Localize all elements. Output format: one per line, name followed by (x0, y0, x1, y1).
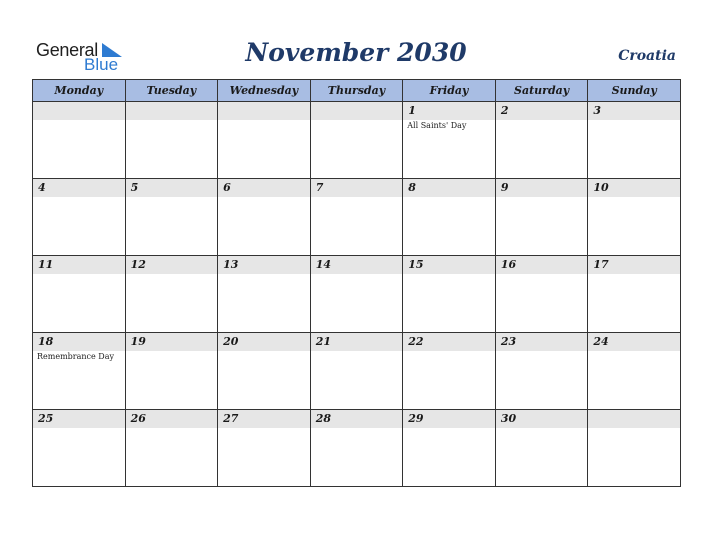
day-number: 1 (403, 102, 495, 120)
day-number: 26 (126, 410, 218, 428)
day-number (218, 102, 310, 120)
day-cell (310, 256, 403, 333)
day-number (33, 102, 125, 120)
day-cell (588, 179, 681, 256)
logo-word-general: General (36, 40, 98, 60)
day-cell (310, 102, 403, 179)
day-number: 18 (33, 333, 125, 351)
day-number (588, 410, 680, 428)
day-number: 7 (311, 179, 403, 197)
week-row (33, 102, 681, 179)
day-cell (588, 256, 681, 333)
day-cell (125, 102, 218, 179)
day-cell (403, 102, 496, 179)
day-cell (588, 410, 681, 487)
day-cell (218, 102, 311, 179)
holiday-label: Remembrance Day (37, 352, 114, 361)
day-cell (310, 410, 403, 487)
day-number: 13 (218, 256, 310, 274)
day-number: 30 (496, 410, 588, 428)
day-cell (125, 256, 218, 333)
day-cell (218, 333, 311, 410)
day-number: 4 (33, 179, 125, 197)
day-cell (33, 410, 126, 487)
week-row (33, 333, 681, 410)
day-number: 23 (496, 333, 588, 351)
day-cell (495, 410, 588, 487)
day-cell (33, 256, 126, 333)
day-number: 5 (126, 179, 218, 197)
day-cell (33, 333, 126, 410)
day-cell (33, 179, 126, 256)
day-number: 22 (403, 333, 495, 351)
day-cell (495, 102, 588, 179)
holiday-label: All Saints' Day (407, 121, 467, 130)
day-cell (403, 333, 496, 410)
day-number: 27 (218, 410, 310, 428)
day-number: 2 (496, 102, 588, 120)
day-number: 17 (588, 256, 680, 274)
day-number: 24 (588, 333, 680, 351)
weekday-header: Tuesday (125, 80, 218, 102)
day-cell (310, 333, 403, 410)
day-number: 10 (588, 179, 680, 197)
day-number: 28 (311, 410, 403, 428)
day-number: 16 (496, 256, 588, 274)
day-number: 11 (33, 256, 125, 274)
day-number: 6 (218, 179, 310, 197)
day-cell (495, 256, 588, 333)
calendar-title: November 2030 (245, 38, 467, 67)
day-cell (588, 333, 681, 410)
day-number (311, 102, 403, 120)
day-cell (125, 179, 218, 256)
weekday-header: Thursday (310, 80, 403, 102)
day-cell (218, 256, 311, 333)
week-row (33, 179, 681, 256)
day-number: 12 (126, 256, 218, 274)
day-number: 15 (403, 256, 495, 274)
day-cell (403, 256, 496, 333)
day-cell (33, 102, 126, 179)
week-row (33, 410, 681, 487)
day-number: 14 (311, 256, 403, 274)
day-cell (588, 102, 681, 179)
day-cell (403, 179, 496, 256)
calendar-grid (32, 79, 681, 487)
weekday-header: Wednesday (218, 80, 311, 102)
country-label: Croatia (618, 48, 676, 64)
logo-word-blue: Blue (84, 55, 119, 74)
day-cell (495, 333, 588, 410)
day-cell (495, 179, 588, 256)
weekday-header: Sunday (588, 80, 681, 102)
day-number: 29 (403, 410, 495, 428)
week-row (33, 256, 681, 333)
day-number: 19 (126, 333, 218, 351)
weekday-header: Friday (403, 80, 496, 102)
day-number: 8 (403, 179, 495, 197)
weekday-header: Monday (33, 80, 126, 102)
day-number: 25 (33, 410, 125, 428)
day-number: 9 (496, 179, 588, 197)
day-number (126, 102, 218, 120)
weekday-header-row (33, 80, 681, 102)
day-cell (403, 410, 496, 487)
day-cell (125, 410, 218, 487)
day-cell (218, 410, 311, 487)
day-number: 20 (218, 333, 310, 351)
day-cell (218, 179, 311, 256)
day-number: 21 (311, 333, 403, 351)
day-number: 3 (588, 102, 680, 120)
weekday-header: Saturday (495, 80, 588, 102)
day-cell (125, 333, 218, 410)
day-cell (310, 179, 403, 256)
